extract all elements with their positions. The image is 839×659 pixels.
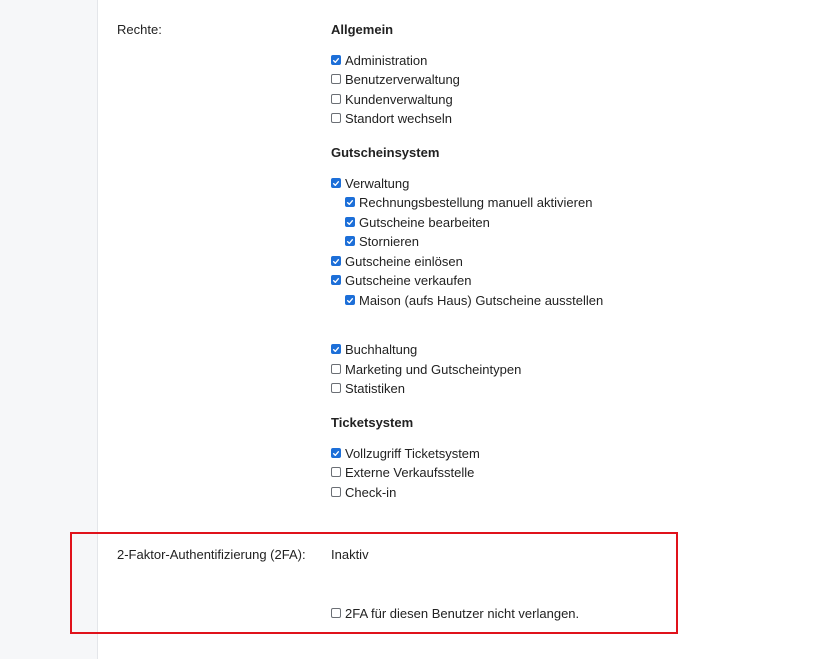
checkbox-label: Gutscheine verkaufen: [345, 272, 472, 288]
checkbox-box[interactable]: [345, 295, 355, 305]
checkbox-box[interactable]: [345, 217, 355, 227]
checkbox-gutscheine-bearbeiten[interactable]: [345, 213, 490, 231]
section-title-ticketsystem: Ticketsystem: [331, 415, 414, 430]
checkbox-label: Check-in: [345, 484, 397, 500]
checkbox-label: Benutzerverwaltung: [345, 71, 460, 87]
checkbox-rechnungsbestellung[interactable]: [345, 193, 592, 211]
checkbox-label: Kundenverwaltung: [345, 91, 453, 107]
checkbox-box[interactable]: [345, 236, 355, 246]
checkbox-verwaltung[interactable]: [331, 174, 409, 192]
checkbox-box[interactable]: [331, 55, 341, 65]
checkbox-stornieren[interactable]: [345, 232, 419, 250]
checkbox-kundenverwaltung[interactable]: [331, 90, 453, 108]
checkbox-vollzugriff-ticketsystem[interactable]: [331, 444, 480, 462]
checkbox-label: Statistiken: [345, 380, 405, 396]
checkbox-label: Gutscheine einlösen: [345, 253, 463, 269]
checkbox-box[interactable]: [331, 487, 341, 497]
checkbox-label: Rechnungsbestellung manuell aktivieren: [359, 194, 593, 210]
checkbox-standort-wechseln[interactable]: [331, 109, 452, 127]
checkbox-maison-gutscheine[interactable]: [345, 291, 603, 309]
checkbox-label: Verwaltung: [345, 175, 410, 191]
checkbox-buchhaltung[interactable]: [331, 340, 417, 358]
checkbox-label: Stornieren: [359, 233, 419, 249]
rights-label: Rechte:: [117, 22, 162, 37]
checkbox-box[interactable]: [331, 364, 341, 374]
checkbox-marketing[interactable]: [331, 360, 521, 378]
checkbox-externe-verkaufsstelle[interactable]: [331, 463, 474, 481]
checkbox-administration[interactable]: [331, 51, 427, 69]
checkbox-benutzerverwaltung[interactable]: [331, 70, 460, 88]
checkbox-label: Vollzugriff Ticketsystem: [345, 445, 480, 461]
checkbox-box[interactable]: [331, 74, 341, 84]
checkbox-check-in[interactable]: [331, 483, 396, 501]
checkbox-box[interactable]: [331, 113, 341, 123]
checkbox-statistiken[interactable]: [331, 379, 405, 397]
checkbox-gutscheine-einloesen[interactable]: [331, 252, 463, 270]
checkbox-label: Externe Verkaufsstelle: [345, 464, 475, 480]
section-title-allgemein: Allgemein: [331, 22, 394, 37]
checkbox-box[interactable]: [331, 608, 341, 618]
checkbox-box[interactable]: [331, 467, 341, 477]
checkbox-label: Maison (aufs Haus) Gutscheine ausstellen: [359, 292, 604, 308]
checkbox-box[interactable]: [331, 344, 341, 354]
twofa-label: 2-Faktor-Authentifizierung (2FA):: [117, 547, 306, 562]
checkbox-box[interactable]: [331, 94, 341, 104]
checkbox-gutscheine-verkaufen[interactable]: [331, 271, 471, 289]
checkbox-box[interactable]: [345, 197, 355, 207]
checkbox-box[interactable]: [331, 275, 341, 285]
twofa-status: Inaktiv: [331, 547, 369, 562]
checkbox-box[interactable]: [331, 178, 341, 188]
checkbox-box[interactable]: [331, 448, 341, 458]
checkbox-label: Standort wechseln: [345, 110, 452, 126]
section-title-gutscheinsystem: Gutscheinsystem: [331, 145, 440, 160]
checkbox-box[interactable]: [331, 383, 341, 393]
checkbox-label: Gutscheine bearbeiten: [359, 214, 490, 230]
checkbox-2fa-nicht-verlangen[interactable]: [331, 604, 579, 622]
checkbox-label: 2FA für diesen Benutzer nicht verlangen.: [345, 605, 580, 621]
checkbox-label: Administration: [345, 52, 428, 68]
checkbox-box[interactable]: [331, 256, 341, 266]
checkbox-label: Buchhaltung: [345, 341, 418, 357]
checkbox-label: Marketing und Gutscheintypen: [345, 361, 522, 377]
